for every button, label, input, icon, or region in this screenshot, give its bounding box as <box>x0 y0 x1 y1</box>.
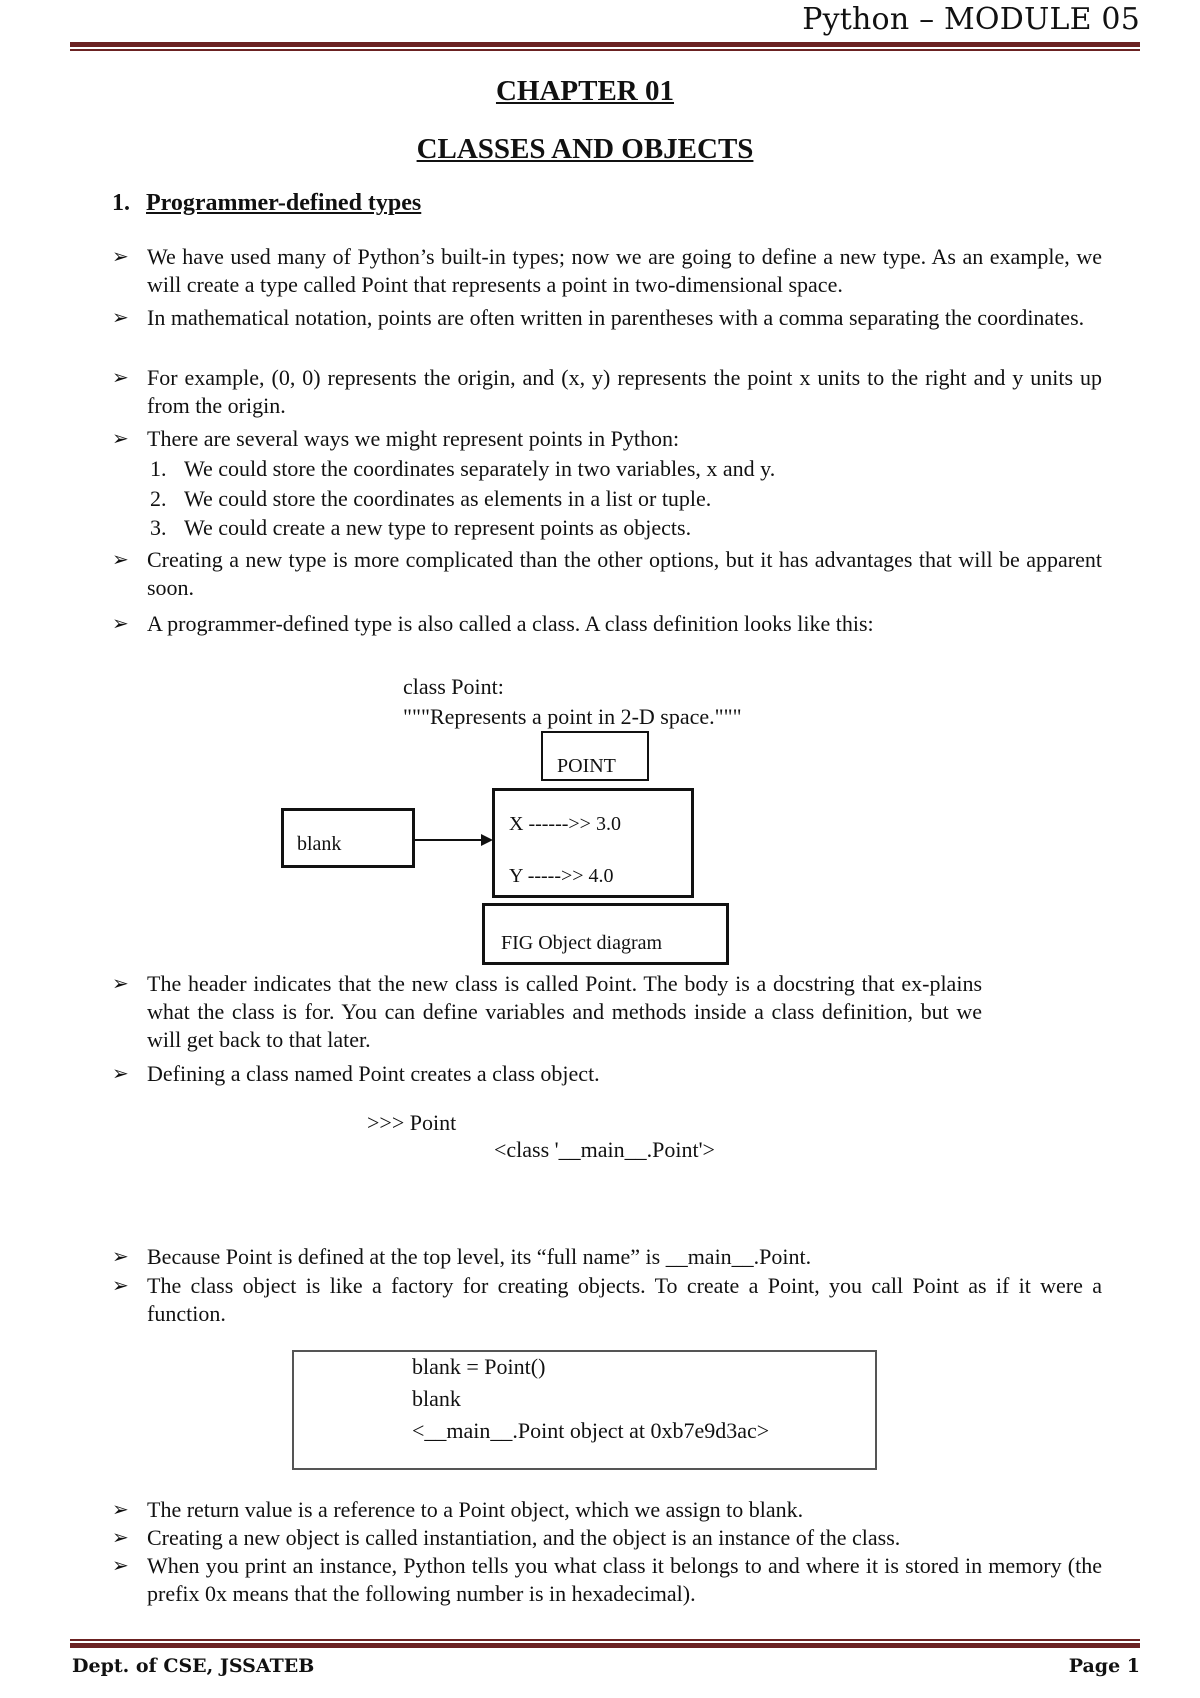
list-item-text: We could store the coordinates separately in two variables, x and y. <box>184 456 776 481</box>
footer-rule-thin <box>70 1639 1140 1641</box>
section-title: Programmer-defined types <box>146 190 422 216</box>
list-item-number: 3. <box>150 515 167 540</box>
chapter-number: CHAPTER 01 <box>495 75 675 107</box>
arrow-bullet-icon: ➢ <box>112 1063 129 1085</box>
arrow-bullet-icon: ➢ <box>112 1246 129 1268</box>
arrow-bullet-icon: ➢ <box>112 1555 129 1577</box>
footer-department: Dept. of CSE, JSSATEB <box>72 1655 315 1677</box>
paragraph <box>112 1552 1102 1608</box>
section-heading <box>112 190 421 217</box>
paragraph-text: For example, (0, 0) represents the origin, and (x, y) represents the point x units to the right and y units up from the origin. <box>147 365 1102 418</box>
list-item-number: 1. <box>150 456 167 481</box>
diagram-blank-box <box>281 808 415 868</box>
diagram-point-box <box>541 731 649 781</box>
header-rule-thick <box>70 42 1140 47</box>
paragraph <box>112 425 1102 453</box>
paragraph-text: In mathematical notation, points are often written in parentheses with a comma separating the coordinates. <box>147 305 1085 330</box>
arrow-bullet-icon: ➢ <box>112 307 129 329</box>
arrow-bullet-icon: ➢ <box>112 367 129 389</box>
arrow-bullet-icon: ➢ <box>112 246 129 268</box>
diagram-caption: FIG Object diagram <box>501 932 663 954</box>
diagram-y-attribute: Y ----->> 4.0 <box>509 865 614 887</box>
header-rule-thin <box>70 49 1140 51</box>
arrow-bullet-icon: ➢ <box>112 1275 129 1297</box>
paragraph <box>112 1272 1102 1328</box>
paragraph-text: Because Point is defined at the top level, its “full name” is __main__.Point. <box>147 1244 812 1269</box>
arrow-bullet-icon: ➢ <box>112 1527 129 1549</box>
class-code-line: class Point: <box>403 674 504 699</box>
class-code-docstring: """Represents a point in 2-D space.""" <box>403 704 742 729</box>
arrow-bullet-icon: ➢ <box>112 549 129 571</box>
arrow-bullet-icon: ➢ <box>112 973 129 995</box>
running-header: Python – MODULE 05 <box>802 2 1140 37</box>
arrow-bullet-icon: ➢ <box>112 613 129 635</box>
code-line: <__main__.Point object at 0xb7e9d3ac> <box>412 1418 770 1443</box>
list-item-number: 2. <box>150 486 167 511</box>
list-item-text: We could create a new type to represent points as objects. <box>184 515 692 540</box>
paragraph-text: Defining a class named Point creates a class object. <box>147 1061 600 1086</box>
paragraph <box>112 546 1102 602</box>
paragraph-text: Creating a new type is more complicated than the other options, but it has advantages that will be apparent soon. <box>147 547 1102 600</box>
code-line: blank = Point() <box>412 1354 546 1379</box>
list-item-text: We could store the coordinates as elements in a list or tuple. <box>184 486 712 511</box>
paragraph <box>112 970 982 1054</box>
chapter-title: CLASSES AND OBJECTS <box>416 133 754 165</box>
paragraph <box>112 1524 1102 1552</box>
footer-rule-thick <box>70 1643 1140 1648</box>
repl-prompt: >>> Point <box>367 1110 457 1135</box>
arrow-bullet-icon: ➢ <box>112 1499 129 1521</box>
diagram-attributes-box <box>492 788 694 898</box>
diagram-blank-label: blank <box>297 833 342 855</box>
code-box <box>292 1350 877 1470</box>
paragraph-text: When you print an instance, Python tells you what class it belongs to and where it is stored in memory (the prefix 0x means that the following number is in hexadecimal). <box>147 1553 1102 1606</box>
diagram-point-label: POINT <box>557 755 616 777</box>
repl-output: <class '__main__.Point'> <box>494 1137 715 1162</box>
diagram-caption-box <box>482 903 729 965</box>
list-item <box>150 485 711 513</box>
paragraph-text: The return value is a reference to a Point object, which we assign to blank. <box>147 1497 804 1522</box>
paragraph <box>112 610 1102 638</box>
paragraph-text: Creating a new object is called instantiation, and the object is an instance of the class. <box>147 1525 901 1550</box>
arrow-bullet-icon: ➢ <box>112 428 129 450</box>
footer-page-number: Page 1 <box>1068 1655 1140 1677</box>
paragraph-text: The class object is like a factory for creating objects. To create a Point, you call Point as if it were a function. <box>147 1273 1102 1326</box>
section-number: 1. <box>112 190 130 216</box>
list-item <box>150 455 775 483</box>
paragraph <box>112 364 1102 420</box>
paragraph <box>112 1243 1102 1271</box>
diagram-arrow <box>415 830 495 850</box>
paragraph <box>112 1060 1102 1088</box>
list-item <box>150 514 691 542</box>
paragraph-text: The header indicates that the new class is called Point. The body is a docstring that ex-plains what the class is for. You can define variables and methods inside a class definition, but we will get back to that later. <box>147 971 982 1052</box>
diagram-x-attribute: X ------>> 3.0 <box>509 813 621 835</box>
paragraph-text: There are several ways we might represent points in Python: <box>147 426 680 451</box>
paragraph <box>112 243 1102 299</box>
code-line: blank <box>412 1386 461 1411</box>
paragraph <box>112 304 1102 332</box>
paragraph-text: We have used many of Python’s built-in types; now we are going to define a new type. As an example, we will create a type called Point that represents a point in two-dimensional space. <box>147 244 1102 297</box>
paragraph-text: A programmer-defined type is also called a class. A class definition looks like this: <box>147 611 874 636</box>
paragraph <box>112 1496 1102 1524</box>
